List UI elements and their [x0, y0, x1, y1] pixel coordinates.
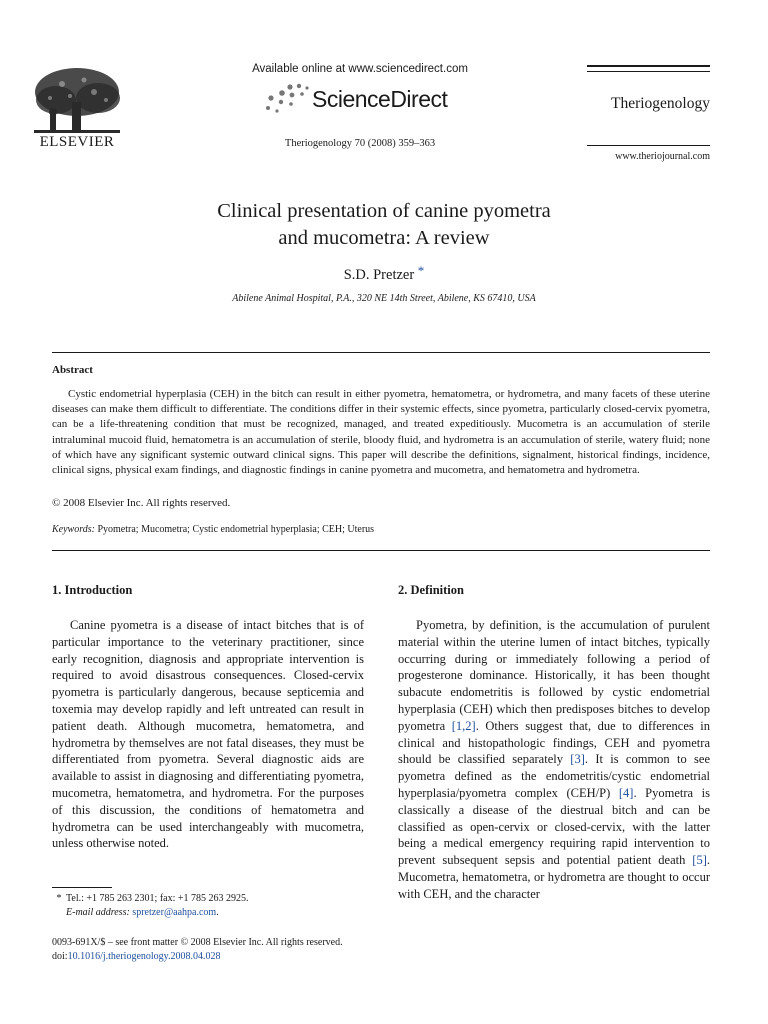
reference-link[interactable]: [5]	[692, 853, 707, 868]
sciencedirect-wordmark: ScienceDirect	[312, 86, 448, 112]
definition-text-c: . It is common to see pyometra defined as the endometritis/cystic endometrial hyperplasia/pyometra complex (CEH/P)	[398, 752, 710, 800]
journal-url-link[interactable]: www.theriojournal.com	[615, 151, 710, 162]
footnote-contact: Tel.: +1 785 263 2301; fax: +1 785 263 2925.	[66, 893, 249, 904]
reference-link[interactable]: [1,2]	[451, 718, 476, 733]
section-heading-definition: 2. Definition	[398, 583, 464, 597]
keywords-list: Pyometra; Mucometra; Cystic endometrial hyperplasia; CEH; Uterus	[97, 524, 375, 535]
title-line-2: and mucometra: A review	[278, 227, 490, 249]
introduction-text: Canine pyometra is a disease of intact bitches that is of particular importance to the veterinary practitioner, since early recognition, diagnosis and appropriate intervention is required to avoid disastrous consequences. Closed-cervix pyometra is particularly dangerous, because septicemia and toxemia may develop rapidly and left untreated can result in patient death. Although mucometra, hematometra, and hydrometra by themselves are not fatal diseases, they must be differentiated from pyometra. Several diagnostic aids are available to assist in diagnosing and differentiating pyometra, mucometra, hematometra, and hydrometra. For the purposes of this discussion, the conditions of hematometra and hydrometra can be used interchangeably with mucometra, unless otherwise noted.	[52, 618, 364, 851]
reference-link[interactable]: [3]	[570, 752, 585, 767]
abstract-copyright: © 2008 Elsevier Inc. All rights reserved.	[52, 497, 231, 509]
footnote-mark: *	[56, 893, 62, 904]
section-heading-introduction: 1. Introduction	[52, 583, 133, 597]
email-end: .	[216, 907, 219, 918]
journal-rule-top	[587, 65, 710, 67]
article-title	[100, 198, 668, 252]
journal-rule-bottom	[587, 145, 710, 146]
email-label: E-mail address:	[66, 907, 130, 918]
journal-name: Theriogenology	[610, 95, 710, 112]
author-name: S.D. Pretzer	[343, 267, 415, 283]
abstract-rule-bottom	[52, 550, 710, 551]
reference-link[interactable]: [4]	[618, 785, 634, 800]
available-online-text[interactable]: Available online at www.sciencedirect.com	[252, 63, 468, 75]
author-line	[200, 263, 568, 284]
author-affiliation: Abilene Animal Hospital, P.A., 320 NE 14th Street, Abilene, KS 67410, USA	[232, 293, 536, 304]
doi-label: doi:	[52, 951, 68, 962]
email-link[interactable]: spretzer@aahpa.com	[132, 907, 217, 918]
author-footnote	[52, 892, 364, 920]
abstract-text	[52, 387, 710, 478]
definition-text-d: . Pyometra is classically a disease of the diestrual bitch and can be classified as open-cervix or closed-cervix, with the latter being a medical emergency requiring rapid intervention to prevent subsequent sepsis and potential patient death	[398, 785, 710, 868]
journal-rule-top-thin	[587, 71, 710, 72]
journal-citation: Theriogenology 70 (2008) 359–363	[284, 138, 436, 149]
publisher-name: ELSEVIER	[39, 134, 115, 150]
definition-text-a: Pyometra, by definition, is the accumulation of purulent material within the uterine lumen of intact bitches, typically occurring during or immediately following a period of progesterone dominance. Historically, it has been thought subacute endometritis is followed by cystic endometrial hyperplasia (CEH) which then predisposes bitches to develop pyometra	[398, 618, 710, 733]
footnote-email-line	[52, 906, 364, 920]
author-footnote-link[interactable]: *	[417, 263, 425, 278]
definition-text-e: . Mucometra, hematometra, or hydrometra are thought to occur with CEH, and the character	[398, 853, 710, 901]
keywords-line	[52, 524, 374, 535]
definition-paragraph	[398, 617, 710, 903]
abstract-heading: Abstract	[52, 364, 93, 376]
doi-link[interactable]: 10.1016/j.theriogenology.2008.04.028	[67, 951, 221, 962]
doi-line	[52, 951, 221, 962]
issn-line: 0093-691X/$ – see front matter © 2008 Elsevier Inc. All rights reserved.	[52, 937, 343, 948]
abstract-paragraph: Cystic endometrial hyperplasia (CEH) in the bitch can result in either pyometra, hematometra, or hydrometra, and many facets of these uterine diseases can make them difficult to differentiate. The conditions differ in their systemic effects, since pyometra, particularly closed-cervix pyometra, can be a life-threatening condition that must be recognized, managed, and treated expeditiously. Mucometra is an accumulation of sterile intraluminal mucoid fluid, hematometra is an accumulation of sterile, bloody fluid, and hydrometra is an accumulation of sterile, watery fluid; none of which have any significant systemic outward clinical signs. This paper will describe the definitions, signalment, historical findings, incidence, clinical signs, physical exam findings, and diagnostic findings in canine pyometra and mucometra, and hematometra and hydrometra.	[52, 388, 710, 477]
definition-text-b: . Others suggest that, due to differences in clinical and histopathologic findings, CEH and pyometra should be classified separately	[398, 718, 710, 767]
keywords-label: Keywords:	[52, 524, 95, 535]
sciencedirect-dots-icon	[262, 82, 312, 116]
footnote-rule	[52, 887, 112, 888]
title-line-1: Clinical presentation of canine pyometra	[217, 200, 551, 222]
footnote-contact-line	[52, 892, 364, 906]
introduction-paragraph	[52, 617, 364, 852]
abstract-rule-top	[52, 352, 710, 353]
